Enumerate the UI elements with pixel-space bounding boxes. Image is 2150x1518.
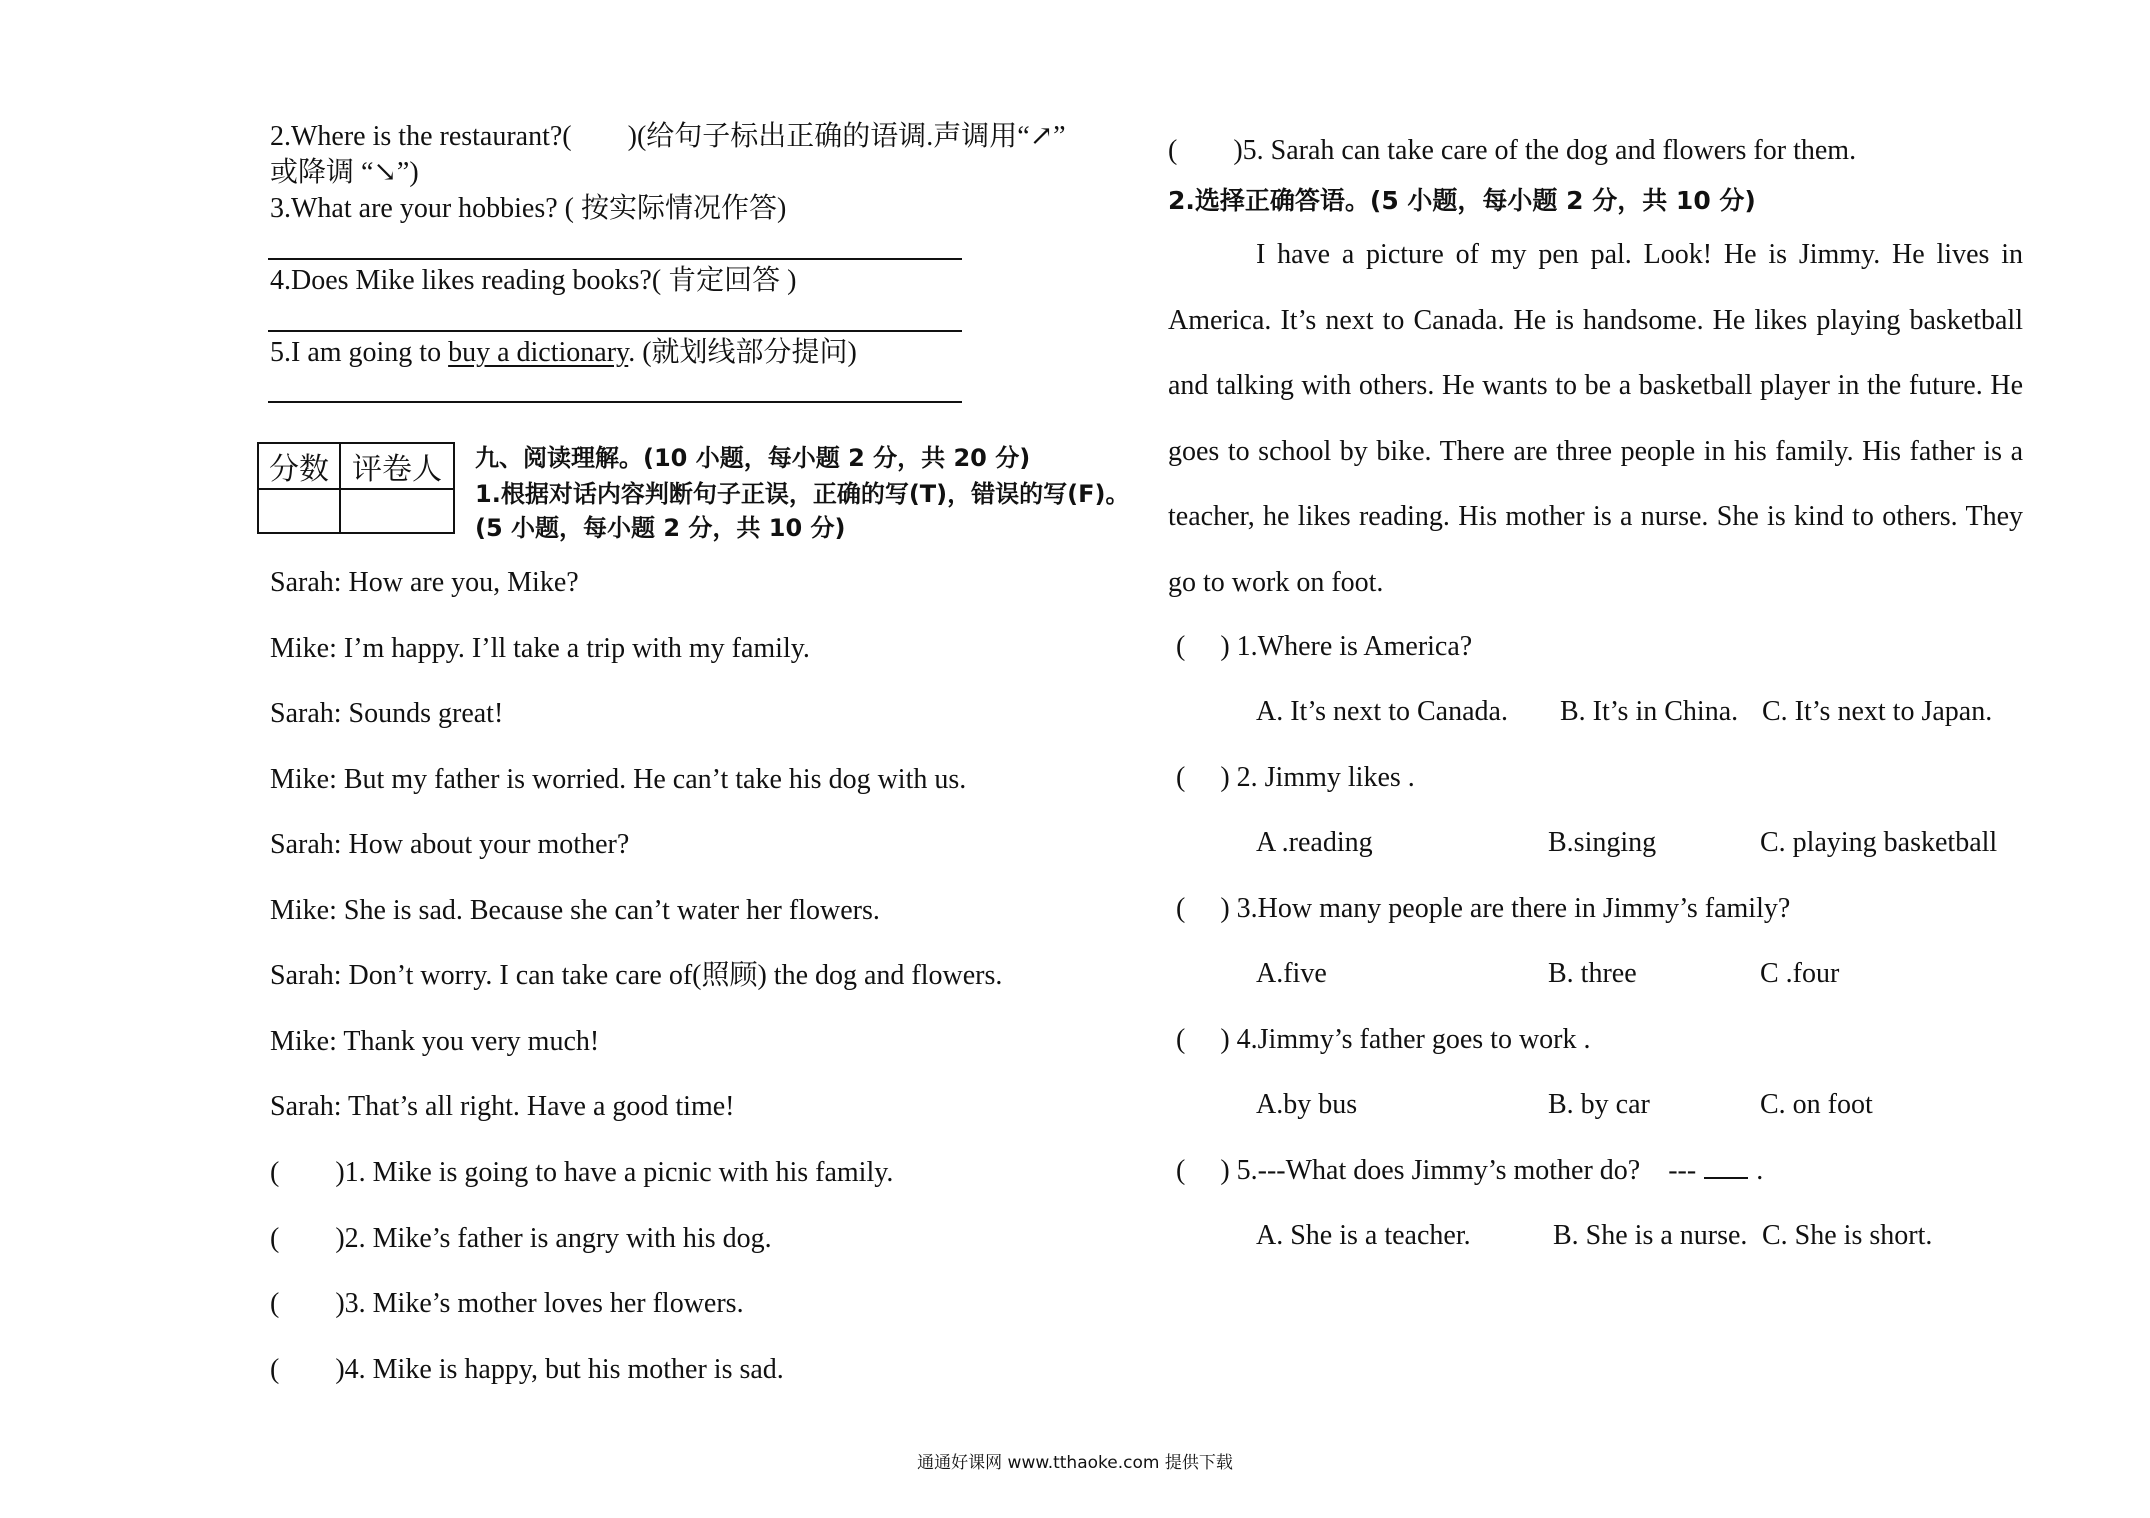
dialogue-line: Sarah: How about your mother? xyxy=(270,829,630,860)
mc-question: ( ) 2. Jimmy likes . xyxy=(1176,762,1415,793)
mc-option: A .reading xyxy=(1256,826,1373,858)
mc-option: B. It’s in China. xyxy=(1560,695,1739,727)
footer: 通通好课网 www.tthaoke.com 提供下载 xyxy=(917,1453,1233,1473)
mc-option: A. She is a teacher. xyxy=(1256,1219,1471,1251)
dialogue-line: Mike: Thank you very much! xyxy=(270,1025,600,1057)
mc-question: ( ) 1.Where is America? xyxy=(1176,631,1473,662)
mc-option: C. She is short. xyxy=(1762,1219,1933,1251)
mc-option: A. It’s next to Canada. xyxy=(1256,695,1508,727)
score-table xyxy=(257,442,455,534)
answer-blank xyxy=(1704,1177,1748,1179)
dialogue-line: Mike: I’m happy. I’ll take a trip with my family. xyxy=(270,632,810,664)
answer-line-4 xyxy=(268,330,962,332)
grader-cell xyxy=(340,489,454,533)
true-false-item: ( )3. Mike’s mother loves her flowers. xyxy=(270,1288,744,1319)
mc-option: B. by car xyxy=(1548,1088,1650,1120)
dialogue-line: Mike: But my father is worried. He can’t take his dog with us. xyxy=(270,763,967,795)
true-false-item: ( )1. Mike is going to have a picnic with his family. xyxy=(270,1157,894,1188)
part2-title: 2.选择正确答语。(5 小题，每小题 2 分，共 10 分) xyxy=(1168,186,1756,215)
question-5-underlined: buy a dictionary xyxy=(448,337,629,368)
answer-line-5 xyxy=(268,401,962,403)
question-5 xyxy=(270,336,857,370)
mc-option: B.singing xyxy=(1548,826,1657,858)
dialogue-line: Mike: She is sad. Because she can’t water her flowers. xyxy=(270,894,880,926)
part1-subtitle: (5 小题，每小题 2 分，共 10 分) xyxy=(475,514,846,542)
mc-question xyxy=(1176,1154,1763,1188)
answer-line-3 xyxy=(268,258,962,260)
reading-passage: I have a picture of my pen pal. Look! He is Jimmy. He lives in America. It’s next to Canada. He is handsome. He likes playing basketball and talking with others. He wants to be a basketball player in the future. He goes to school by bike. There are three people in his family. His father is a teacher, he likes reading. His mother is a nurse. She is kind to others. They go to work on foot. xyxy=(1168,239,2023,598)
mc-option: C. on foot xyxy=(1760,1088,1873,1120)
mc-option: C .four xyxy=(1760,957,1840,989)
mc-option: A.by bus xyxy=(1256,1088,1358,1120)
mc-option: B. three xyxy=(1548,957,1637,989)
score-cell xyxy=(258,489,340,533)
true-false-item-5: ( )5. Sarah can take care of the dog and flowers for them. xyxy=(1168,135,1857,166)
question-5-suffix: . (就划线部分提问) xyxy=(628,337,857,368)
score-header: 分数 xyxy=(258,443,340,489)
dialogue-line: Sarah: How are you, Mike? xyxy=(270,567,579,598)
mc-question: ( ) 4.Jimmy’s father goes to work . xyxy=(1176,1024,1591,1055)
dialogue-line: Sarah: Sounds great! xyxy=(270,698,504,729)
mc-option: B. She is a nurse. xyxy=(1553,1219,1748,1251)
question-2: 2.Where is the restaurant?( )(给句子标出正确的语调.声调用“↗” xyxy=(270,121,1066,152)
question-4: 4.Does Mike likes reading books?( 肯定回答 ) xyxy=(270,265,797,296)
grader-header: 评卷人 xyxy=(340,443,454,489)
true-false-item: ( )2. Mike’s father is angry with his dog. xyxy=(270,1222,772,1254)
question-3: 3.What are your hobbies? ( 按实际情况作答) xyxy=(270,193,787,224)
mc-option: C. playing basketball xyxy=(1760,826,1998,858)
mc-option: C. It’s next to Japan. xyxy=(1762,695,1993,727)
part1-title: 1.根据对话内容判断句子正误，正确的写(T)，错误的写(F)。 xyxy=(475,480,1130,508)
question-5-prefix: 5.I am going to xyxy=(270,337,449,368)
mc-question-suffix: . xyxy=(1756,1155,1764,1186)
dialogue-line: Sarah: That’s all right. Have a good time! xyxy=(270,1091,735,1122)
mc-option: A.five xyxy=(1256,957,1327,989)
true-false-item: ( )4. Mike is happy, but his mother is sad. xyxy=(270,1353,784,1385)
question-2-continued: 或降调 “↘”) xyxy=(270,157,419,188)
dialogue-line: Sarah: Don’t worry. I can take care of(照顾) the dog and flowers. xyxy=(270,960,1003,991)
section-title: 九、阅读理解。(10 小题，每小题 2 分，共 20 分) xyxy=(475,444,1031,472)
mc-question: ( ) 3.How many people are there in Jimmy’s family? xyxy=(1176,893,1791,924)
mc-question-prefix: ( ) 5.---What does Jimmy’s mother do? --- xyxy=(1176,1155,1697,1186)
